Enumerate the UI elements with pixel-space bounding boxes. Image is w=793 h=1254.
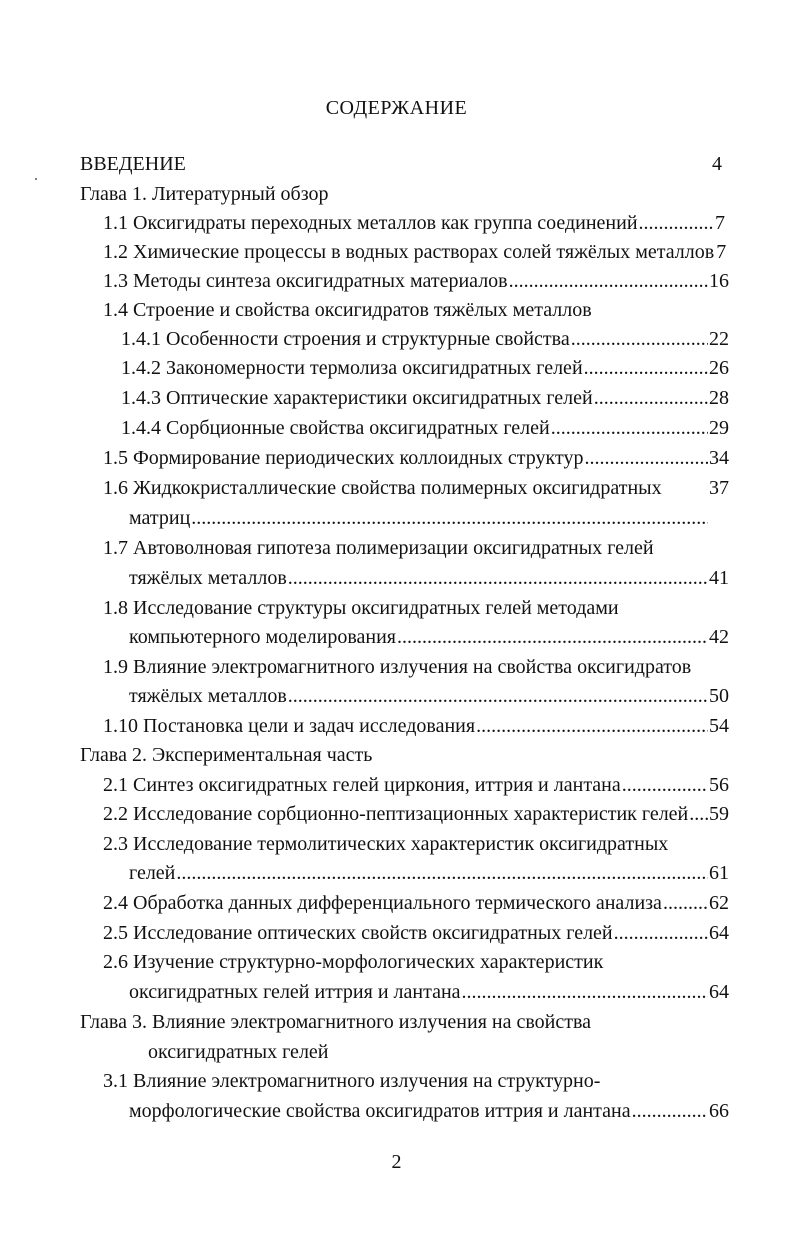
toc-entry-2-6[interactable]	[103, 950, 603, 974]
toc-entry-1-5[interactable]	[103, 446, 729, 470]
toc-entry-page: 22	[709, 328, 729, 350]
toc-entry-text: 1.7 Автоволновая гипотеза полимеризации оксигидратных гелей	[103, 537, 654, 559]
toc-entry-1-8-cont[interactable]	[129, 625, 729, 649]
toc-entry-1-9[interactable]	[103, 655, 691, 679]
toc-entry-text: 1.4.2 Закономерности термолиза оксигидратных гелей	[121, 357, 583, 379]
toc-entry-text: 2.4 Обработка данных дифференциального термического анализа	[103, 892, 662, 914]
toc-entry-text: 1.8 Исследование структуры оксигидратных гелей методами	[103, 597, 619, 619]
toc-entry-page: 7	[715, 212, 725, 234]
toc-entry-page: 59	[709, 803, 729, 825]
toc-leader-dots	[509, 269, 708, 293]
toc-entry-1-9-cont[interactable]	[129, 684, 729, 708]
toc-entry-page: 56	[709, 774, 729, 796]
toc-entry-text: 2.5 Исследование оптических свойств оксигидратных гелей	[103, 922, 613, 944]
toc-leader-dots	[622, 773, 708, 797]
toc-leader-dots	[288, 566, 708, 590]
toc-entry-1-6[interactable]	[103, 476, 729, 500]
toc-entry-text: 2.6 Изучение структурно-морфологических характеристик	[103, 951, 604, 973]
toc-entry-page: 26	[709, 357, 729, 379]
toc-entry-text: морфологические свойства оксигидратов иттрия и лантана	[129, 1100, 631, 1122]
toc-entry-text: матриц	[129, 507, 191, 529]
toc-entry-intro[interactable]	[80, 152, 722, 176]
toc-entry-text: 1.4 Строение и свойства оксигидратов тяжёлых металлов	[103, 299, 592, 321]
toc-entry-text: 1.4.4 Сорбционные свойства оксигидратных гелей	[121, 417, 550, 439]
toc-entry-text: тяжёлых металлов	[129, 567, 287, 589]
toc-leader-dots	[663, 891, 708, 915]
toc-entry-text: Глава 1. Литературный обзор	[80, 183, 329, 205]
toc-entry-text: 1.3 Методы синтеза оксигидратных материалов	[103, 270, 508, 292]
toc-leader-dots	[551, 416, 708, 440]
toc-entry-page: 64	[709, 922, 729, 944]
toc-leader-dots	[584, 356, 708, 380]
toc-entry-3-1-cont[interactable]	[129, 1099, 729, 1123]
toc-entry-page: 66	[709, 1100, 729, 1122]
toc-entry-text: 1.5 Формирование периодических коллоидных структур	[103, 447, 584, 469]
toc-entry-page: 29	[709, 417, 729, 439]
toc-entry-1-2[interactable]	[103, 240, 725, 264]
toc-entry-2-5[interactable]	[103, 921, 729, 945]
toc-leader-dots	[288, 684, 708, 708]
toc-entry-page: 37	[709, 477, 729, 499]
toc-leader-dots	[176, 861, 708, 885]
toc-entry-1-3[interactable]	[103, 269, 729, 293]
scan-speck	[35, 178, 37, 180]
toc-entry-2-4[interactable]	[103, 891, 729, 915]
page-title: СОДЕРЖАНИЕ	[325, 97, 468, 119]
toc-entry-1-4[interactable]	[103, 298, 592, 322]
toc-entry-text: компьютерного моделирования	[129, 626, 396, 648]
toc-entry-1-4-4[interactable]	[121, 416, 729, 440]
toc-entry-text: Глава 3. Влияние электромагнитного излучения на свойства	[80, 1011, 592, 1033]
page-number: 2	[391, 1151, 402, 1173]
toc-leader-dots	[689, 802, 708, 826]
toc-entry-1-7-cont[interactable]	[129, 566, 729, 590]
toc-entry-page: 61	[709, 862, 729, 884]
toc-leader-dots	[632, 1099, 708, 1123]
toc-entry-text: 1.4.3 Оптические характеристики оксигидратных гелей	[121, 387, 593, 409]
toc-leader-dots	[571, 327, 708, 351]
toc-entry-1-4-3[interactable]	[121, 386, 729, 410]
toc-entry-page: 41	[709, 567, 729, 589]
toc-entry-page: 62	[709, 892, 729, 914]
toc-entry-1-7[interactable]	[103, 536, 654, 560]
toc-entry-text: ВВЕДЕНИЕ	[80, 153, 186, 175]
toc-chapter-3-cont[interactable]	[148, 1040, 329, 1064]
toc-entry-text: гелей	[129, 862, 176, 884]
toc-entry-text: 1.6 Жидкокристаллические свойства полимерных оксигидратных	[103, 477, 662, 499]
toc-leader-dots	[614, 921, 708, 945]
toc-entry-2-1[interactable]	[103, 773, 729, 797]
toc-entry-text: 1.4.1 Особенности строения и структурные свойства	[121, 328, 570, 350]
toc-entry-text: 2.1 Синтез оксигидратных гелей циркония, иттрия и лантана	[103, 774, 621, 796]
toc-entry-2-3[interactable]	[103, 832, 668, 856]
toc-entry-text: 2.2 Исследование сорбционно-пептизационных характеристик гелей	[103, 803, 689, 825]
toc-entry-page: 54	[709, 715, 729, 737]
toc-leader-dots	[594, 386, 708, 410]
toc-entry-text: тяжёлых металлов	[129, 685, 287, 707]
toc-chapter-1[interactable]	[80, 182, 329, 206]
toc-entry-1-10[interactable]	[103, 714, 729, 738]
toc-entry-page: 4	[712, 153, 722, 175]
toc-leader-dots	[639, 211, 714, 235]
toc-entry-text: 1.9 Влияние электромагнитного излучения на свойства оксигидратов	[103, 656, 692, 678]
toc-entry-text: 1.2 Химические процессы в водных растворах солей тяжёлых металлов	[103, 241, 715, 263]
toc-leader-dots	[462, 980, 708, 1004]
toc-chapter-3[interactable]	[80, 1010, 591, 1034]
toc-entry-1-1[interactable]	[103, 211, 725, 235]
toc-entry-2-6-cont[interactable]	[129, 980, 729, 1004]
toc-entry-text: 1.1 Оксигидраты переходных металлов как группа соединений	[103, 212, 638, 234]
toc-entry-page: 42	[709, 626, 729, 648]
toc-chapter-2[interactable]	[80, 743, 372, 767]
toc-entry-1-4-2[interactable]	[121, 356, 729, 380]
toc-entry-text: оксигидратных гелей	[148, 1041, 329, 1063]
toc-leader-dots	[476, 714, 708, 738]
toc-leader-dots	[191, 506, 708, 530]
toc-entry-text: 2.3 Исследование термолитических характеристик оксигидратных	[103, 833, 669, 855]
toc-entry-3-1[interactable]	[103, 1069, 600, 1093]
toc-entry-1-8[interactable]	[103, 596, 619, 620]
toc-entry-page: 64	[709, 981, 729, 1003]
toc-entry-text: оксигидратных гелей иттрия и лантана	[129, 981, 461, 1003]
toc-entry-page: 50	[709, 685, 729, 707]
toc-entry-page: 16	[709, 270, 729, 292]
toc-entry-1-4-1[interactable]	[121, 327, 729, 351]
toc-entry-text: 3.1 Влияние электромагнитного излучения на структурно-	[103, 1070, 601, 1092]
toc-entry-2-2[interactable]	[103, 802, 729, 826]
toc-leader-dots	[584, 446, 708, 470]
toc-entry-1-6-cont[interactable]	[129, 506, 709, 530]
toc-entry-text: 1.10 Постановка цели и задач исследования	[103, 715, 476, 737]
toc-entry-page: 34	[709, 447, 729, 469]
toc-entry-2-3-cont[interactable]	[129, 861, 729, 885]
toc-entry-page: 28	[709, 387, 729, 409]
toc-entry-text: Глава 2. Экспериментальная часть	[80, 744, 373, 766]
toc-leader-dots	[397, 625, 708, 649]
toc-entry-page: 7	[716, 241, 727, 263]
